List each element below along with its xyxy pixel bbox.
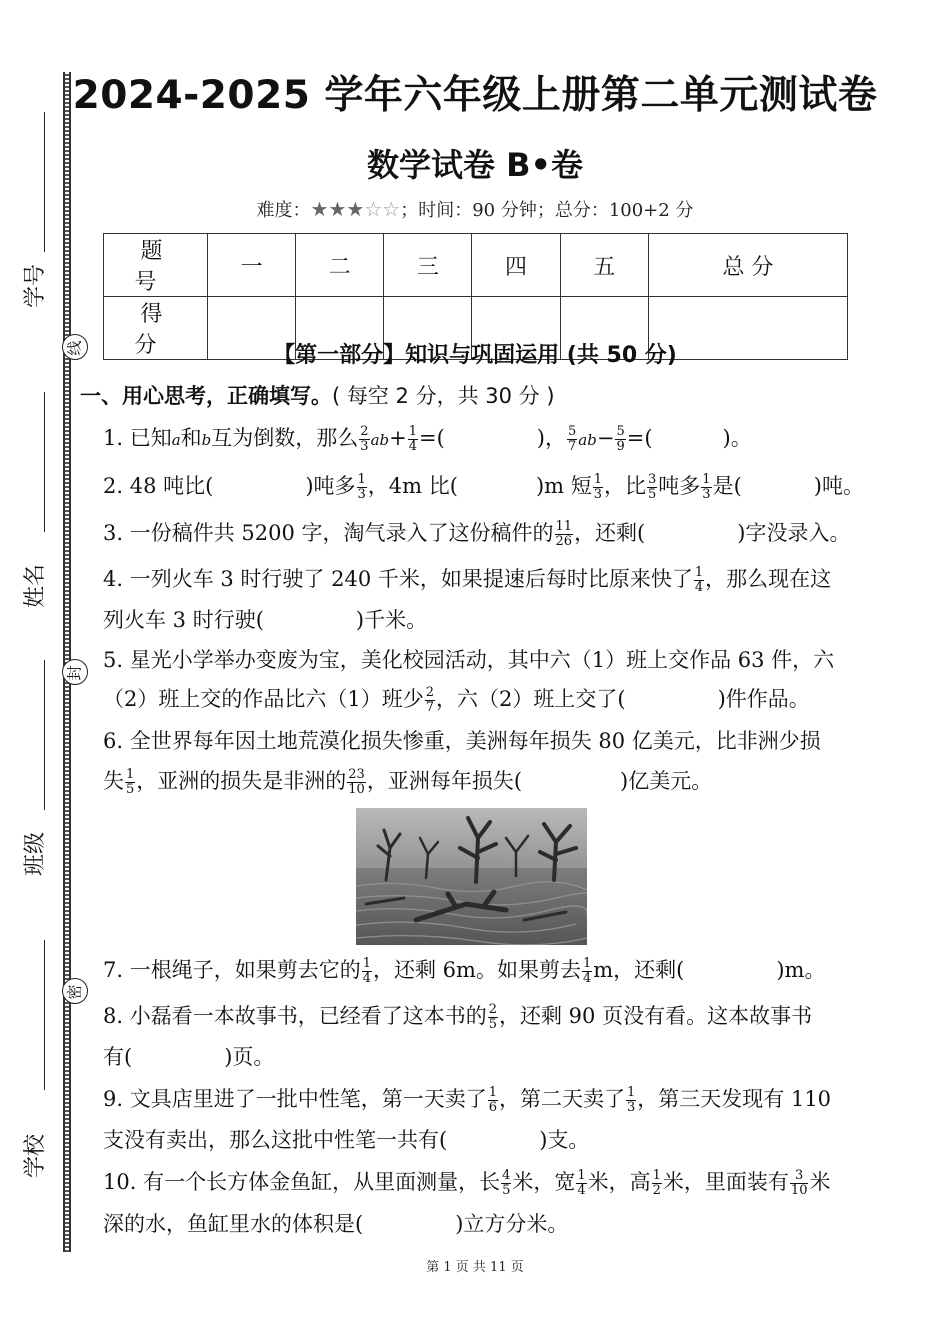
fraction: $\frac{2}{5}$ [488, 1002, 497, 1032]
seal-mark-seal: 封 [62, 659, 88, 685]
score-col-1: 一 [208, 234, 296, 297]
score-col-3: 三 [384, 234, 472, 297]
fraction: $\frac{11}{26}$ [555, 519, 573, 549]
question-4-line-2: 列火车 3 时行驶( )千米。 [103, 608, 428, 632]
fraction: $\frac{1}{3}$ [593, 472, 603, 502]
score-col-4: 四 [472, 234, 560, 297]
fraction: $\frac{2}{3}$ [360, 424, 369, 454]
star-empty-icon: ☆☆ [364, 197, 401, 221]
binding-line [44, 392, 45, 532]
seal-mark-secret: 密 [62, 978, 88, 1004]
fraction: $\frac{1}{4}$ [694, 565, 704, 595]
fraction: $\frac{1}{2}$ [652, 1168, 661, 1198]
score-col-5: 五 [560, 234, 648, 297]
fraction: $\frac{1}{4}$ [582, 956, 592, 986]
fraction: $\frac{1}{5}$ [126, 767, 135, 797]
fraction: $\frac{2}{7}$ [425, 685, 435, 715]
score-row-label: 得 分 [104, 297, 208, 360]
seal-mark-line: 线 [62, 334, 88, 360]
fraction: $\frac{3}{10}$ [790, 1168, 808, 1198]
question-6-line-2: 失 $\frac{1}{5}$ ，亚洲的损失是非洲的 $\frac{23}{10}$ ，亚洲每年损失( )亿美元。 [103, 767, 713, 797]
fraction: $\frac{1}{3}$ [357, 472, 366, 502]
fraction: $\frac{23}{10}$ [348, 767, 365, 797]
question-3: 3. 一份稿件共 5200 字，淘气录入了这份稿件的 $\frac{11}{26}$ ，还剩( )字没录入。 [103, 519, 851, 549]
class-label: 班级 [23, 831, 48, 876]
binding-line [44, 660, 45, 810]
fraction: $\frac{1}{6}$ [488, 1085, 497, 1115]
fraction: $\frac{1}{4}$ [362, 956, 371, 986]
page-title: 2024-2025 学年六年级上册第二单元测试卷 [72, 73, 878, 118]
question-7: 7. 一根绳子，如果剪去它的 $\frac{1}{4}$ ，还剩 6m。如果剪去 $\frac{1}{4}$ m，还剩( )m。 [103, 956, 826, 986]
score-col-total: 总 分 [648, 234, 847, 297]
page-subtitle: 数学试卷 B•卷 [367, 146, 583, 184]
time-and-score: ；时间：90 分钟；总分：100+2 分 [400, 200, 694, 221]
exam-meta [0, 196, 950, 222]
binding-line [44, 940, 45, 1090]
section-title: 一、用心思考，正确填写。( 每空 2 分，共 30 分 ) [80, 384, 555, 408]
fraction: $\frac{5}{9}$ [616, 424, 625, 454]
question-1: 1. 已知a和b互为倒数，那么 $\frac{2}{3}$ ab+ $\frac{1}{4}$ =( )， $\frac{5}{7}$ ab− $\frac{5}{9}$ =( )。 [103, 424, 752, 454]
question-4: 4. 一列火车 3 时行驶了 240 千米，如果提速后每时比原来快了 $\frac{1}{4}$ ，那么现在这 [103, 565, 832, 595]
question-8-line-2: 有( )页。 [103, 1045, 275, 1069]
question-9: 9. 文具店里进了一批中性笔，第一天卖了 $\frac{1}{6}$ ，第二天卖了 $\frac{1}{3}$ ，第三天发现有 110 [103, 1085, 832, 1115]
fraction: $\frac{4}{5}$ [502, 1168, 511, 1198]
question-10-line-2: 深的水，鱼缸里水的体积是( )立方分米。 [103, 1212, 569, 1236]
school-label: 学校 [23, 1133, 48, 1178]
question-2: 2. 48 吨比( )吨多 $\frac{1}{3}$ ，4m 比( )m 短 $\frac{1}{3}$ ，比 $\frac{3}{5}$ 吨多 $\frac{1}{3}$ 是( )吨。 [103, 472, 864, 502]
question-10: 10. 有一个长方体金鱼缸，从里面测量，长 $\frac{4}{5}$ 米，宽 $\frac{1}{4}$ 米，高 $\frac{1}{2}$ 米，里面装有 $\frac{3}{10}$ 米 [103, 1168, 831, 1198]
fraction: $\frac{5}{7}$ [568, 424, 577, 454]
star-filled-icon: ★★★ [310, 197, 365, 221]
score-table-header-row [104, 234, 848, 297]
fraction: $\frac{3}{5}$ [648, 472, 657, 502]
question-5-line-2: （2）班上交的作品比六（1）班少 $\frac{2}{7}$ ，六（2）班上交了( )件作品。 [103, 685, 810, 715]
page-footer: 第 1 页 共 11 页 [426, 1260, 524, 1275]
fraction: $\frac{1}{3}$ [702, 472, 711, 502]
difficulty-label: 难度： [256, 200, 311, 221]
question-6: 6. 全世界每年因土地荒漠化损失惨重，美洲每年损失 80 亿美元，比非洲少损 [103, 729, 821, 753]
section-note: ( 每空 2 分，共 30 分 ) [332, 384, 555, 408]
fraction: $\frac{1}{4}$ [408, 424, 417, 454]
desert-photo [356, 808, 587, 945]
question-8: 8. 小磊看一本故事书，已经看了这本书的 $\frac{2}{5}$ ，还剩 90 页没有看。这本故事书 [103, 1002, 813, 1032]
student-id-label: 学号 [23, 263, 48, 308]
fraction: $\frac{1}{4}$ [577, 1168, 586, 1198]
score-row-label: 题 号 [104, 234, 208, 297]
part-title: 【第一部分】知识与巩固运用 (共 50 分) [273, 343, 677, 368]
question-9-line-2: 支没有卖出，那么这批中性笔一共有( )支。 [103, 1128, 590, 1152]
score-col-2: 二 [296, 234, 384, 297]
fraction: $\frac{1}{3}$ [627, 1085, 636, 1115]
name-label: 姓名 [23, 563, 48, 608]
question-5: 5. 星光小学举办变废为宝，美化校园活动，其中六（1）班上交作品 63 件，六 [103, 648, 835, 672]
difficulty-stars [311, 197, 401, 221]
